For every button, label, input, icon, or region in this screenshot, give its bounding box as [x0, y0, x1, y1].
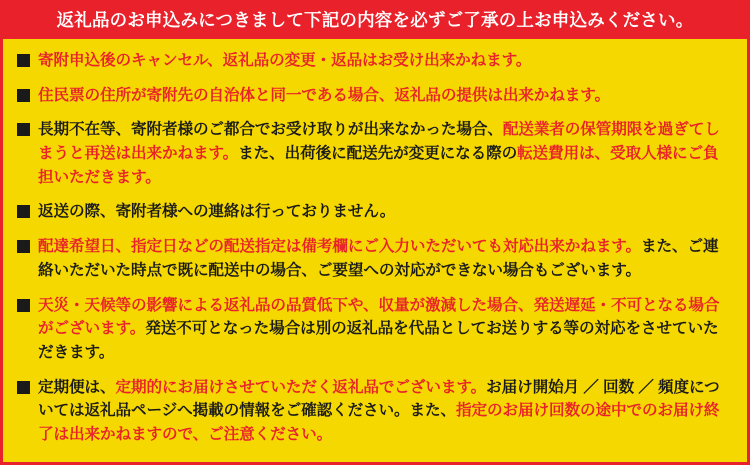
list-item [17, 118, 733, 189]
square-bullet-icon [17, 89, 30, 102]
square-bullet-icon [17, 205, 30, 218]
list-item [17, 294, 733, 365]
list-item-text: 長期不在等、寄附者様のご都合でお受け取りが出来なかった場合、配送業者の保管期限を過ぎてしまうと再送は出来かねます。また、出荷後に配送先が変更になる際の転送費用は、受取人様にご負担いただきます。 [38, 121, 720, 186]
notice-header-title: 返礼品のお申込みにつきまして下記の内容を必ずご了承の上お申込みください。 [3, 3, 747, 39]
list-item [17, 376, 733, 447]
list-item-text: 住民票の住所が寄附先の自治体と同一である場合、返礼品の提供は出来かねます。 [38, 86, 611, 104]
square-bullet-icon [17, 381, 30, 394]
list-item-text: 天災・天候等の影響による返礼品の品質低下や、収量が激減した場合、発送遅延・不可となる場合がございます。発送不可となった場合は別の返礼品を代品としてお送りする等の対応をさせていただきます。 [38, 296, 720, 361]
list-item [17, 235, 733, 282]
list-item [17, 49, 733, 73]
list-item-text: 配達希望日、指定日などの配送指定は備考欄にご入力いただいても対応出来かねます。また、ご連絡いただいた時点で既に配送中の場合、ご要望への対応ができない場合もございます。 [38, 238, 719, 279]
list-item-text: 寄附申込後のキャンセル、返礼品の変更・返品はお受け出来かねます。 [38, 52, 532, 69]
square-bullet-icon [17, 54, 30, 67]
list-item-text: 定期便は、定期的にお届けさせていただく返礼品でございます。お届け開始月 ／ 回数 ／ 頻度については返礼品ページへ掲載の情報をご確認ください。また、指定のお届け回数の途中でのお届け終了は出来かねますので、ご注意ください。 [38, 378, 720, 443]
square-bullet-icon [17, 240, 30, 253]
list-item-text: 返送の際、寄附者様への連絡は行っておりません。 [38, 203, 396, 221]
square-bullet-icon [17, 123, 30, 136]
list-item [17, 84, 733, 108]
square-bullet-icon [17, 299, 30, 312]
list-item [17, 200, 733, 224]
notice-items-list [3, 39, 747, 462]
